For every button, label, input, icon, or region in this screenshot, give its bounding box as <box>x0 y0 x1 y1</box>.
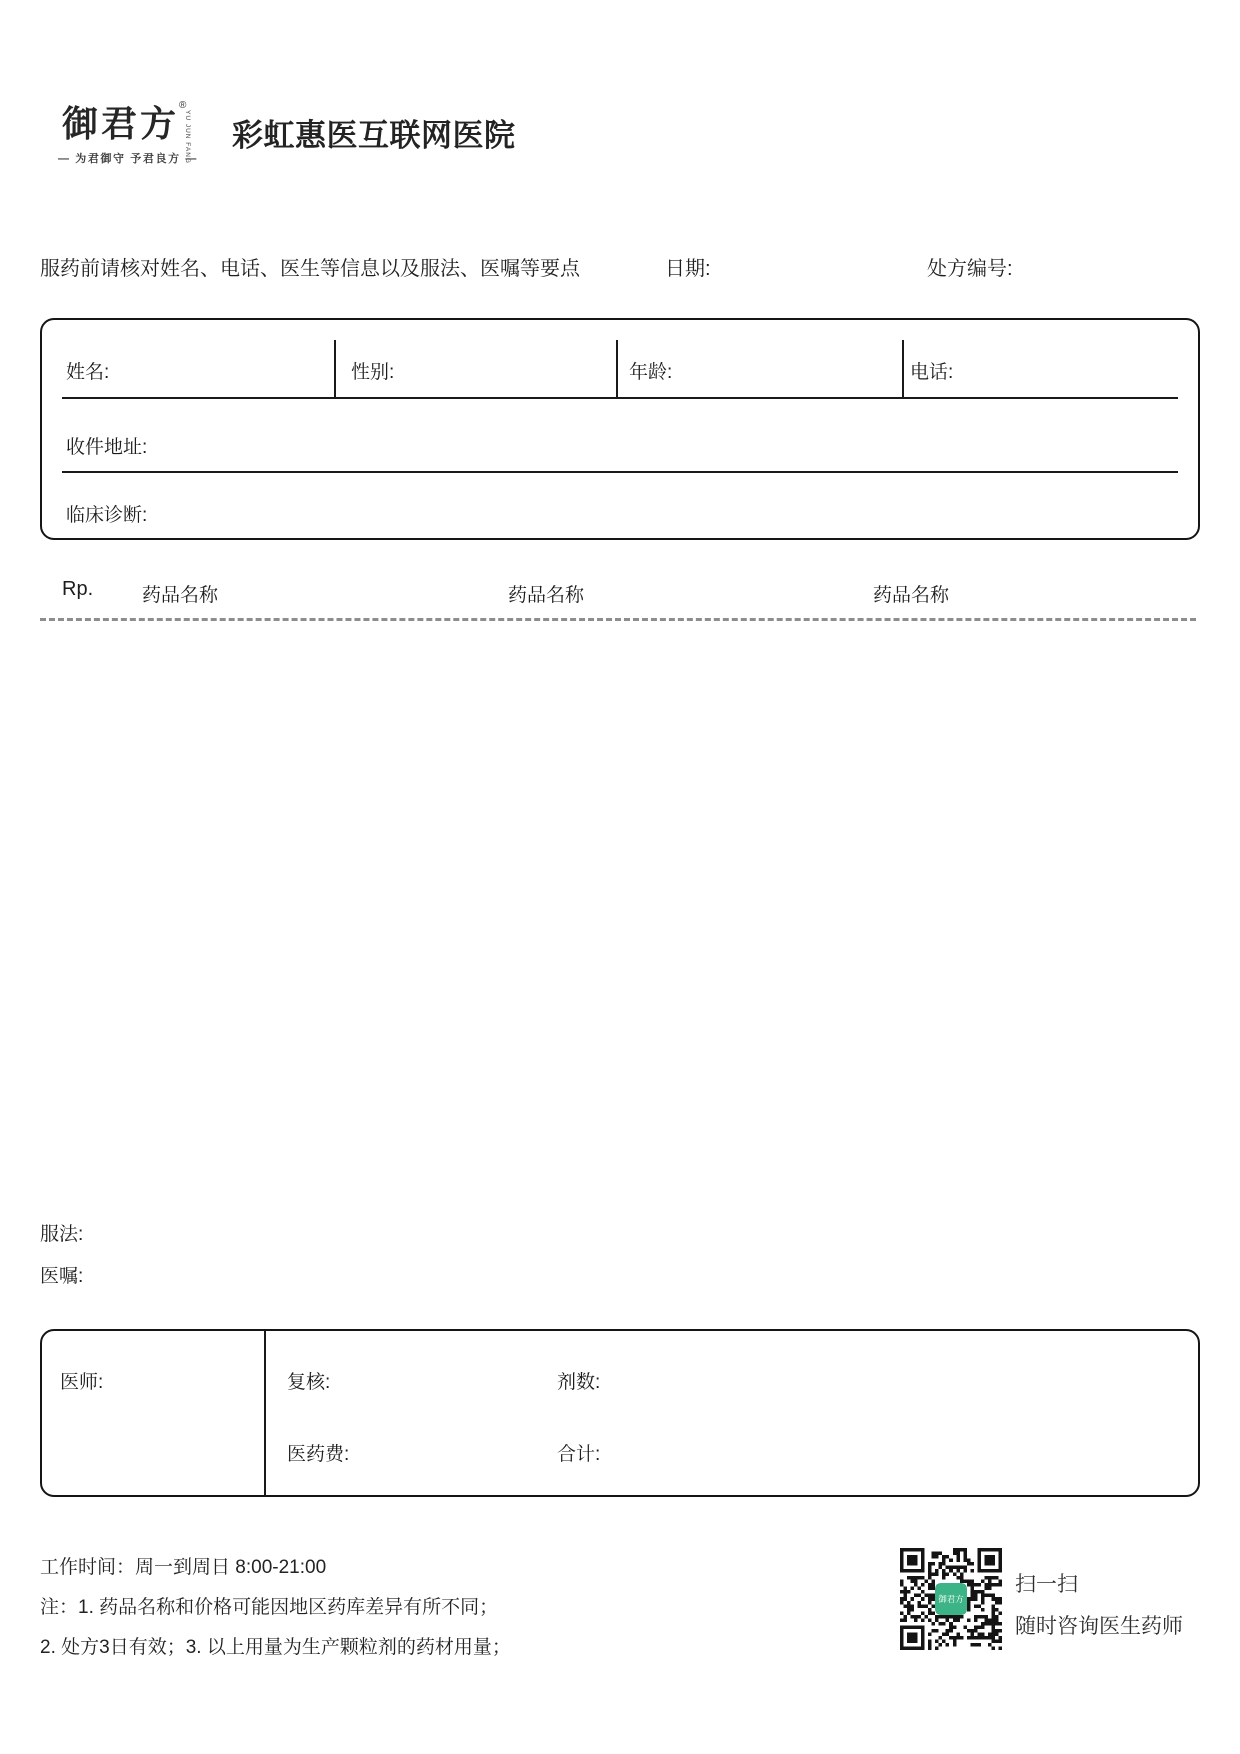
brand-name: 御君方 <box>62 103 180 145</box>
medicine-fee-label: 医药费: <box>287 1444 350 1465</box>
total-label: 合计: <box>557 1444 601 1465</box>
row-divider <box>62 471 1178 473</box>
footer-note-2: 2. 处方3日有效；3. 以上用量为生产颗粒剂的药材用量； <box>40 1637 511 1658</box>
dashed-separator <box>40 618 1196 621</box>
scan-label: 扫一扫 <box>1015 1573 1078 1596</box>
name-field-label: 姓名: <box>66 362 110 383</box>
phone-field-label: 电话: <box>910 362 954 383</box>
dose-count-label: 剂数: <box>557 1372 601 1393</box>
drug-name-header-3: 药品名称 <box>873 585 950 606</box>
scan-subtitle: 随时咨询医生药师 <box>1015 1615 1183 1638</box>
cell-divider <box>902 340 904 397</box>
patient-info-box <box>40 318 1200 540</box>
rx-number-label: 处方编号: <box>927 258 1013 280</box>
cell-divider <box>616 340 618 397</box>
signoff-box <box>40 1329 1200 1497</box>
qr-code-image <box>900 1548 1002 1650</box>
qr-code <box>900 1548 1002 1650</box>
qr-center-text: 御君方 <box>938 1594 964 1605</box>
rp-label: Rp. <box>62 578 94 600</box>
drug-name-header-2: 药品名称 <box>508 585 585 606</box>
usage-label: 服法: <box>40 1224 84 1245</box>
registered-mark: ® <box>179 100 187 111</box>
work-hours-note: 工作时间：周一到周日 8:00-21:00 <box>40 1557 327 1578</box>
brand-tagline: — 为君御守 予君良方 — <box>58 153 198 165</box>
doctor-label: 医师: <box>60 1372 104 1393</box>
row-divider <box>62 397 1178 399</box>
footer-note-1: 注：1. 药品名称和价格可能因地区药库差异有所不同； <box>40 1597 499 1618</box>
age-field-label: 年龄: <box>629 362 673 383</box>
cell-divider <box>334 340 336 397</box>
address-field-label: 收件地址: <box>66 437 148 458</box>
brand-logo <box>62 96 186 147</box>
brand-name-en: YU JUN FANG <box>184 110 191 164</box>
hospital-title: 彩虹惠医互联网医院 <box>232 118 516 153</box>
diagnosis-field-label: 临床诊断: <box>66 505 148 526</box>
gender-field-label: 性别: <box>351 362 395 383</box>
advice-label: 医嘱: <box>40 1266 84 1287</box>
review-label: 复核: <box>287 1372 331 1393</box>
signoff-divider <box>264 1331 266 1495</box>
drug-name-header-1: 药品名称 <box>142 585 219 606</box>
date-label: 日期: <box>665 258 711 280</box>
notice-text: 服药前请核对姓名、电话、医生等信息以及服法、医嘱等要点 <box>40 258 580 280</box>
